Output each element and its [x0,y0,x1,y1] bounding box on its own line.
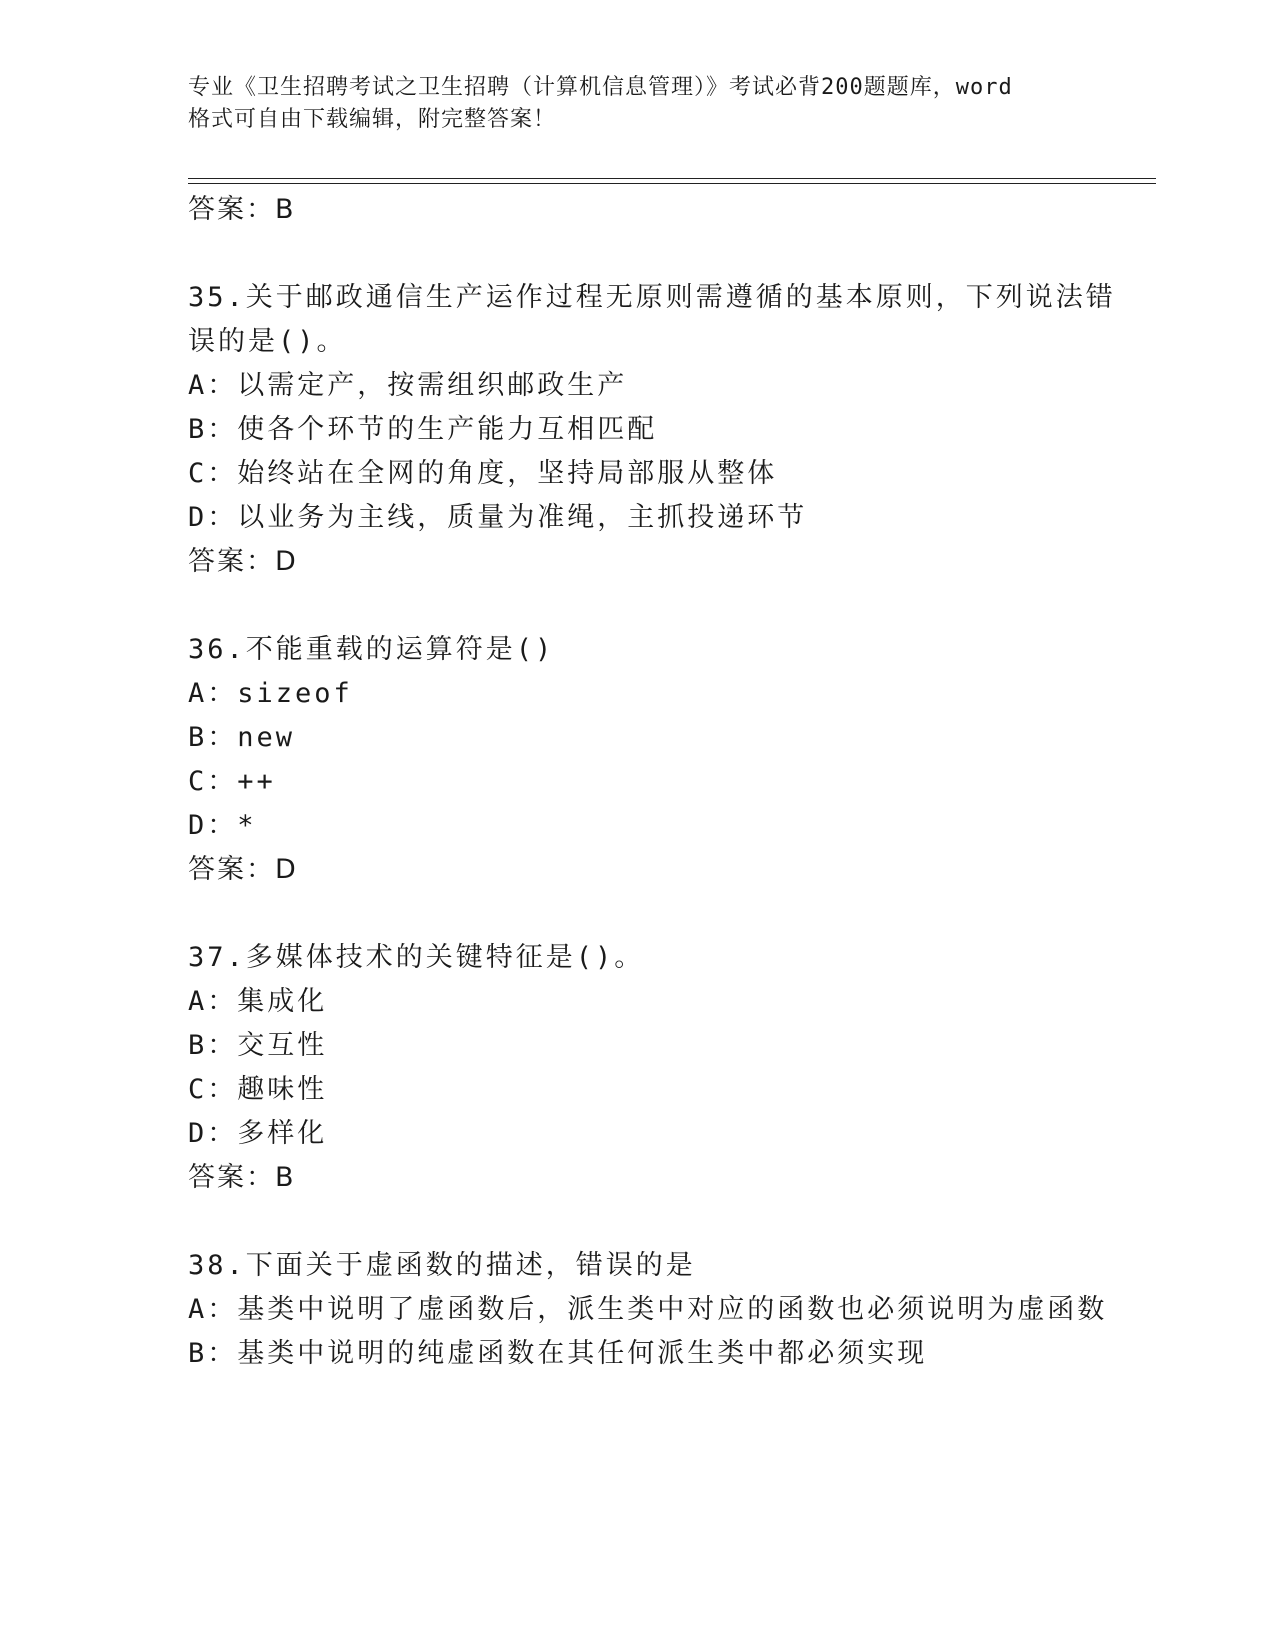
option-b: B：交互性 [188,1030,328,1061]
option-b: B：new [188,722,296,753]
option-d: D：* [188,810,257,841]
option-b: B：基类中说明的纯虚函数在其任何派生类中都必须实现 [188,1338,928,1369]
option-c: C：趣味性 [188,1074,328,1105]
option-c: C：++ [188,766,276,797]
question-stem: 38.下面关于虚函数的描述，错误的是 [188,1250,696,1281]
question-stem: 误的是()。 [188,326,347,357]
option-d: D：以业务为主线，质量为准绳，主抓投递环节 [188,502,808,533]
previous-answer: 答案：B [188,194,296,225]
header-divider-top [188,178,1156,179]
spacer [188,232,1088,276]
header-line-2: 格式可自由下载编辑，附完整答案！ [188,107,557,132]
option-a: A：基类中说明了虚函数后，派生类中对应的函数也必须说明为虚函数 [188,1294,1108,1325]
option-a: A：sizeof [188,678,353,709]
option-a: A：集成化 [188,986,328,1017]
question-stem: 37.多媒体技术的关键特征是()。 [188,942,645,973]
answer: 答案：D [188,854,298,885]
spacer [188,892,1088,936]
option-d: D：多样化 [188,1118,328,1149]
spacer [188,1200,1088,1244]
question-37 [188,936,1088,1200]
question-36 [188,628,1088,892]
question-stem: 35.关于邮政通信生产运作过程无原则需遵循的基本原则，下列说法错 [188,282,1116,313]
answer: 答案：B [188,1162,296,1193]
spacer [188,584,1088,628]
question-stem: 36.不能重载的运算符是() [188,634,555,665]
question-list [188,188,1116,1376]
answer: 答案：D [188,546,298,577]
question-35 [188,276,1116,584]
option-c: C：始终站在全网的角度，坚持局部服从整体 [188,458,778,489]
option-b: B：使各个环节的生产能力互相匹配 [188,414,658,445]
question-38 [188,1244,1108,1376]
document-header [188,72,1088,136]
header-line-1: 专业《卫生招聘考试之卫生招聘（计算机信息管理）》考试必背200题题库，word [188,75,1013,100]
header-divider-bottom [188,183,1156,184]
option-a: A：以需定产，按需组织邮政生产 [188,370,628,401]
